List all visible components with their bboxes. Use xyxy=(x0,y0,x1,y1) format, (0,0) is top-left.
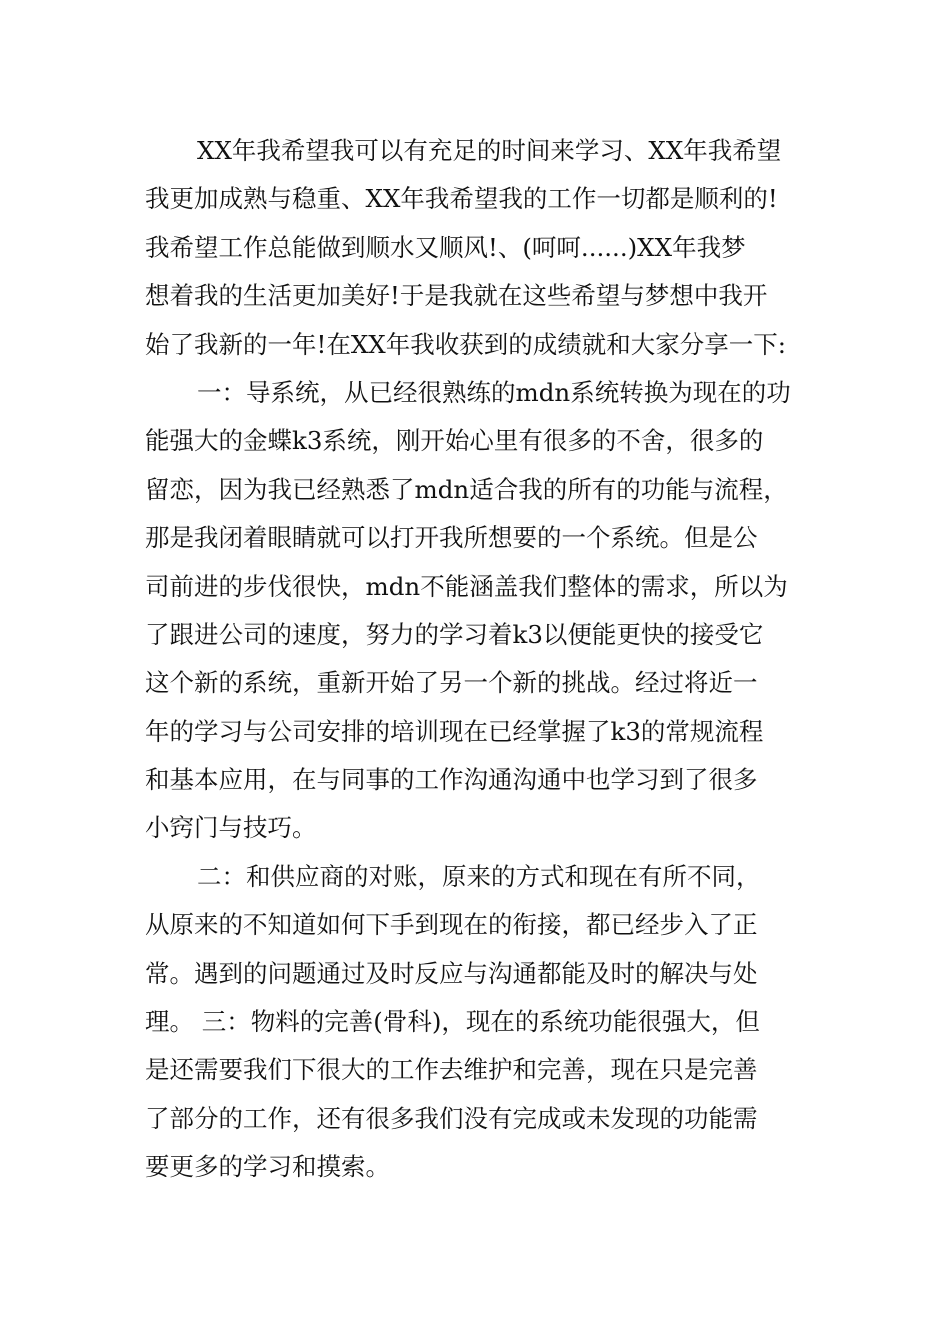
text-line: 我希望工作总能做到顺水又顺风!、(呵呵......)XX年我梦 xyxy=(145,232,746,262)
text-line: 司前进的步伐很快，mdn不能涵盖我们整体的需求，所以为 xyxy=(145,571,788,601)
text-line: 年的学习与公司安排的培训现在已经掌握了k3的常规流程 xyxy=(145,716,764,746)
text-line: 是还需要我们下很大的工作去维护和完善，现在只是完善 xyxy=(145,1055,758,1085)
text-line: 常。遇到的问题通过及时反应与沟通都能及时的解决与处 xyxy=(145,958,758,988)
text-line: 了跟进公司的速度，努力的学习着k3以便能更快的接受它 xyxy=(145,619,764,649)
text-line: 一：导系统，从已经很熟练的mdn系统转换为现在的功 xyxy=(197,377,791,407)
document-body xyxy=(145,127,815,1192)
text-line: 和基本应用，在与同事的工作沟通沟通中也学习到了很多 xyxy=(145,765,758,795)
text-line: 能强大的金蝶k3系统，刚开始心里有很多的不舍，很多的 xyxy=(145,426,764,456)
text-line: 小窍门与技巧。 xyxy=(145,813,317,843)
text-line: 从原来的不知道如何下手到现在的衔接，都已经步入了正 xyxy=(145,910,758,940)
text-line: 想着我的生活更加美好!于是我就在这些希望与梦想中我开 xyxy=(145,281,768,311)
text-line: 这个新的系统，重新开始了另一个新的挑战。经过将近一 xyxy=(145,668,758,698)
text-line: 了部分的工作，还有很多我们没有完成或未发现的功能需 xyxy=(145,1103,758,1133)
text-line: 理。 三：物料的完善(骨科)，现在的系统功能很强大，但 xyxy=(145,1007,760,1037)
text-line: 要更多的学习和摸索。 xyxy=(145,1152,390,1182)
text-line: 我更加成熟与稳重、XX年我希望我的工作一切都是顺利的! xyxy=(145,184,778,214)
text-line: 留恋，因为我已经熟悉了mdn适合我的所有的功能与流程， xyxy=(145,474,788,504)
text-line: 始了我新的一年!在XX年我收获到的成绩就和大家分享一下: xyxy=(145,329,786,359)
text-line: XX年我希望我可以有充足的时间来学习、XX年我希望 xyxy=(197,136,782,165)
text-line: 二：和供应商的对账，原来的方式和现在有所不同， xyxy=(197,861,761,891)
text-line: 那是我闭着眼睛就可以打开我所想要的一个系统。但是公 xyxy=(145,523,758,553)
